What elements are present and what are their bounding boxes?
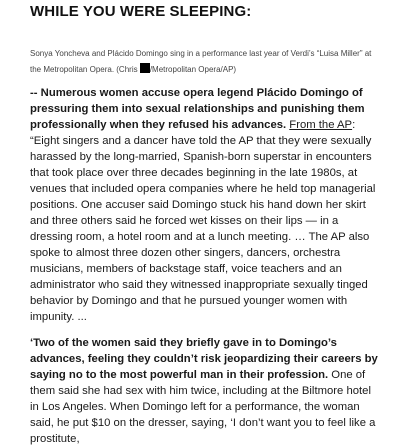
caption-credit: /Metropolitan Opera/AP) [149, 65, 237, 74]
caption-text: Sonya Yoncheva and Plácido Domingo sing in a performance last year of Verdi’s “Luisa Miller” at the Metropolitan Opera. (Chris [30, 49, 372, 74]
photo-caption [30, 46, 382, 78]
article-paragraph-1 [30, 85, 382, 325]
source-link[interactable]: From the AP [289, 119, 353, 131]
redaction-mark [140, 63, 150, 73]
article-page [30, 0, 382, 447]
paragraph-2-body: One of them said she had sex with him twice, including at the Biltmore hotel in Los Angeles. When Domingo left for a performance, the woman said, he put $10 on the dresser, saying, ‘I don’t want you to feel like a prostitute, [30, 369, 376, 445]
article-paragraph-2 [30, 335, 382, 447]
photo [30, 21, 382, 46]
paragraph-1-lead: -- Numerous women accuse opera legend Plácido Domingo of pressuring them into sexual relationships and punishing them professionally when they refused his advances. [30, 87, 365, 131]
paragraph-1-body: : “Eight singers and a dancer have told the AP that they were sexually harassed by the long-married, Spanish-born superstar in encounters that took place over three decades beginning in the late 1980s, at venues that included opera companies where he held top managerial positions. One accuser said Domingo stuck his hand down her skirt and three others said he forced wet kisses on their lips — in a dressing room, a hotel room and at a lunch meeting. … The AP also spoke to almost three dozen other singers, dancers, orchestra musicians, members of backstage staff, voice teachers and an administrator who said they witnessed inappropriate sexually tinged behavior by Domingo and that he pursued younger women with impunity. ... [30, 119, 376, 323]
paragraph-2-lead: ‘Two of the women said they briefly gave in to Domingo’s advances, feeling they couldn’t risk jeopardizing their careers by saying no to the most powerful man in their profession. [30, 337, 378, 381]
section-heading: WHILE YOU WERE SLEEPING: [30, 3, 252, 20]
